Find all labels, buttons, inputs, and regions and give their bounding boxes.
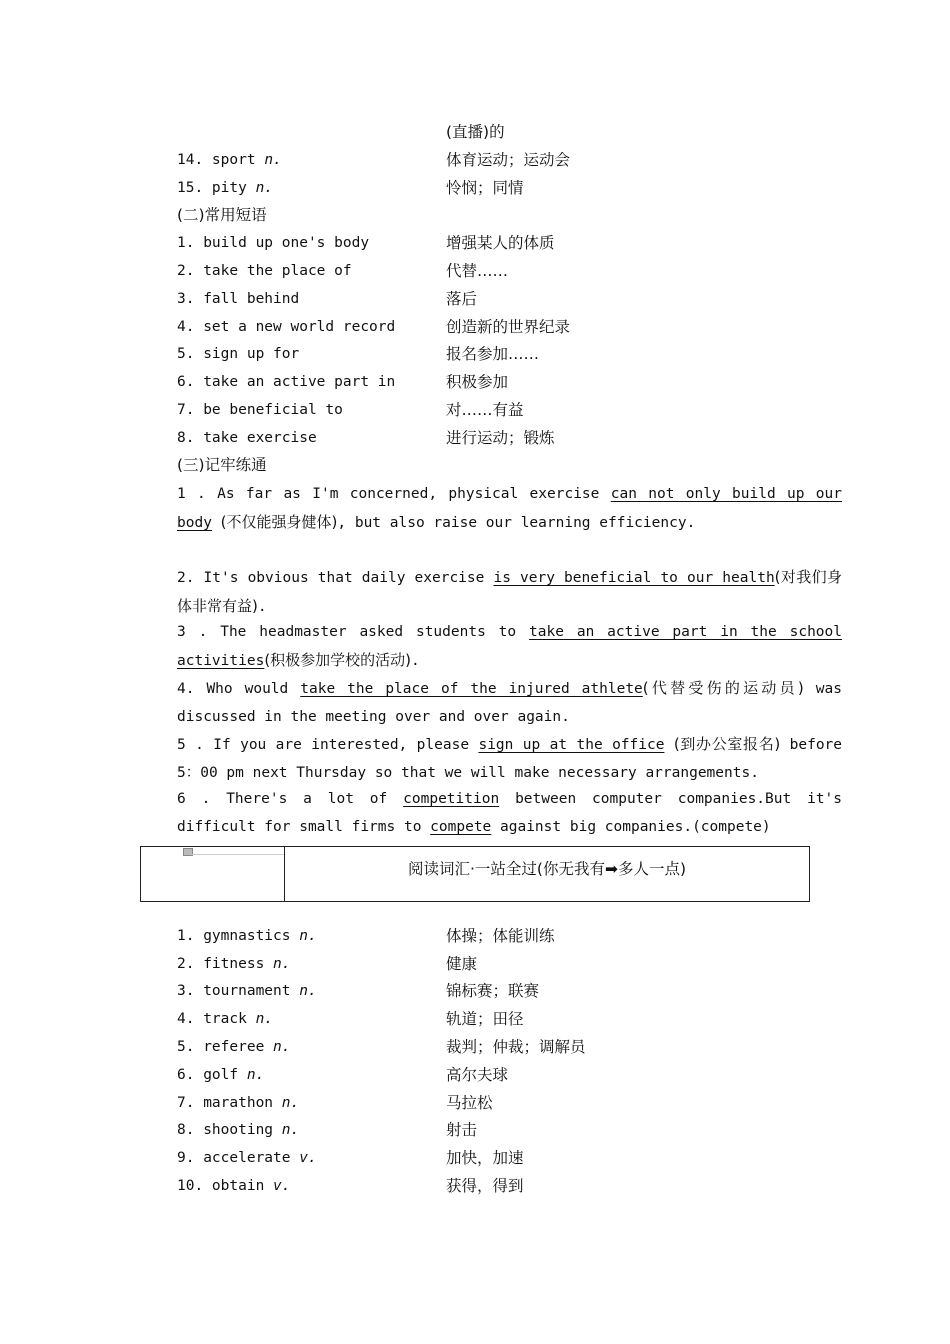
sentence-text: . bbox=[257, 598, 267, 615]
sentence-text: 6 . There's a lot of bbox=[177, 791, 388, 807]
part-of-speech: n. bbox=[264, 152, 282, 168]
part-of-speech: n. bbox=[246, 1067, 265, 1083]
vocab-item-zh: 射击 bbox=[446, 1121, 478, 1139]
vocab-item-zh: 体操；体能训练 bbox=[446, 927, 555, 945]
definition-continuation: (直播)的 bbox=[446, 123, 505, 141]
phrase-zh: 落后 bbox=[446, 290, 478, 308]
part-of-speech: n. bbox=[273, 956, 291, 972]
sentence-text: against big companies.(compete) bbox=[500, 818, 771, 835]
vocab-word: 3. tournament bbox=[177, 983, 291, 999]
vocab-item-en bbox=[177, 175, 273, 201]
part-of-speech: v. bbox=[299, 1150, 317, 1166]
phrase-en: 7. be beneficial to bbox=[177, 402, 343, 418]
part-of-speech: n. bbox=[255, 1011, 274, 1027]
phrase-en: 6. take an active part in bbox=[177, 374, 396, 390]
vocab-item-en bbox=[177, 923, 317, 949]
part-of-speech: v. bbox=[273, 1178, 291, 1194]
part-of-speech: n. bbox=[273, 1039, 291, 1055]
part-of-speech: n. bbox=[299, 983, 317, 999]
vocab-item-en bbox=[177, 1006, 273, 1032]
phrase-zh: 创造新的世界纪录 bbox=[446, 318, 571, 336]
vocab-item-en bbox=[177, 1034, 291, 1060]
phrase-en: 5. sign up for bbox=[177, 346, 300, 362]
phrase-zh: 进行运动；锻炼 bbox=[446, 429, 555, 447]
vocab-word: 5. referee bbox=[177, 1039, 265, 1055]
sentence-text: 4. Who would bbox=[177, 681, 289, 697]
vocab-item-zh: 裁判；仲裁；调解员 bbox=[446, 1038, 586, 1056]
phrase-en: 4. set a new world record bbox=[177, 319, 396, 335]
practice-sentence-5 bbox=[144, 731, 842, 788]
section-title-box bbox=[140, 846, 810, 902]
phrase-zh: 代替…… bbox=[446, 262, 509, 280]
sentence-text: between computer companies.But it's difficult for small firms to bbox=[177, 791, 843, 835]
vocab-item-zh: 体育运动；运动会 bbox=[446, 151, 571, 169]
phrase-zh: 报名参加…… bbox=[446, 345, 540, 363]
vocab-word: 1. gymnastics bbox=[177, 928, 291, 944]
practice-sentence-6 bbox=[144, 786, 842, 842]
vocab-item-en bbox=[177, 147, 282, 173]
vocab-item-en bbox=[177, 1090, 299, 1116]
vocab-item-zh: 健康 bbox=[446, 955, 478, 973]
phrase-en: 1. build up one's body bbox=[177, 235, 370, 251]
vocab-item-en bbox=[177, 1145, 317, 1171]
vocab-item-zh: 高尔夫球 bbox=[446, 1066, 509, 1084]
hint-zh: (不仅能强身健体) bbox=[220, 512, 338, 531]
answer-blank: take an active part in the school activities bbox=[177, 624, 843, 669]
section-heading-practice: (三)记牢练通 bbox=[177, 456, 267, 474]
section-title: 阅读词汇·一站全过(你无我有➡多人一点) bbox=[407, 860, 686, 878]
vocab-item-zh: 加快，加速 bbox=[446, 1149, 524, 1167]
sentence-text: , but also raise our learning efficiency. bbox=[337, 514, 696, 531]
vocab-item-zh: 锦标赛；联赛 bbox=[446, 982, 540, 1000]
sentence-text: . bbox=[411, 652, 420, 669]
vocab-word: 2. fitness bbox=[177, 956, 265, 972]
vocab-item-en bbox=[177, 978, 317, 1004]
vocab-item-zh: 马拉松 bbox=[446, 1094, 493, 1112]
vocab-item-en bbox=[177, 1173, 291, 1199]
practice-sentence-4 bbox=[144, 675, 842, 732]
vocab-word: 8. shooting bbox=[177, 1122, 274, 1138]
phrase-zh: 对……有益 bbox=[446, 401, 524, 419]
part-of-speech: n. bbox=[281, 1095, 300, 1111]
phrase-zh: 增强某人的体质 bbox=[446, 234, 555, 252]
section-heading-phrases: (二)常用短语 bbox=[177, 206, 267, 224]
sentence-text: 1 . As far as I'm concerned, physical exercise bbox=[177, 486, 600, 502]
sentence-text: before 5：00 pm next Thursday so that we will make necessary arrangements. bbox=[177, 737, 843, 781]
answer-blank: compete bbox=[430, 818, 492, 835]
practice-sentence-3 bbox=[144, 619, 842, 676]
answer-blank: is very beneficial to our health bbox=[493, 570, 775, 586]
vocab-item-en bbox=[177, 951, 291, 977]
vocab-word: 14. sport bbox=[177, 152, 256, 168]
sentence-text: was discussed in the meeting over and over again. bbox=[177, 681, 842, 725]
answer-blank: sign up at the office bbox=[478, 737, 665, 753]
hint-zh: (代替受伤的运动员) bbox=[642, 679, 804, 697]
practice-sentence-2 bbox=[144, 564, 842, 622]
phrase-zh: 积极参加 bbox=[446, 373, 509, 391]
phrase-en: 8. take exercise bbox=[177, 430, 317, 446]
sentence-text: 3 . The headmaster asked students to bbox=[177, 624, 517, 640]
phrase-en: 3. fall behind bbox=[177, 291, 300, 307]
divider bbox=[191, 854, 284, 855]
vocab-word: 7. marathon bbox=[177, 1095, 274, 1111]
practice-sentence-1 bbox=[144, 481, 842, 538]
vocab-word: 10. obtain bbox=[177, 1178, 265, 1194]
vocab-item-zh: 获得，得到 bbox=[446, 1177, 524, 1195]
answer-blank: take the place of the injured athlete bbox=[300, 681, 643, 697]
vocab-item-en bbox=[177, 1062, 264, 1088]
sentence-text: 5 . If you are interested, please bbox=[177, 737, 470, 753]
answer-blank: can not only build up our body bbox=[177, 486, 842, 531]
sentence-text: 2. It's obvious that daily exercise bbox=[177, 570, 485, 586]
vocab-word: 4. track bbox=[177, 1011, 247, 1027]
vocab-item-zh: 轨道；田径 bbox=[446, 1010, 524, 1028]
part-of-speech: n. bbox=[299, 928, 317, 944]
vocab-word: 15. pity bbox=[177, 180, 247, 196]
phrase-en: 2. take the place of bbox=[177, 263, 352, 279]
vocab-word: 9. accelerate bbox=[177, 1150, 291, 1166]
part-of-speech: n. bbox=[281, 1122, 300, 1138]
hint-zh: (到办公室报名) bbox=[673, 735, 781, 753]
answer-blank: competition bbox=[403, 791, 500, 807]
vocab-item-en bbox=[177, 1117, 299, 1143]
vocab-word: 6. golf bbox=[177, 1067, 239, 1083]
hint-zh: (积极参加学校的活动) bbox=[264, 650, 412, 669]
part-of-speech: n. bbox=[255, 180, 274, 196]
hint-zh: (对我们身体非常有益) bbox=[177, 568, 842, 615]
vocab-item-zh: 怜悯；同情 bbox=[446, 179, 524, 197]
